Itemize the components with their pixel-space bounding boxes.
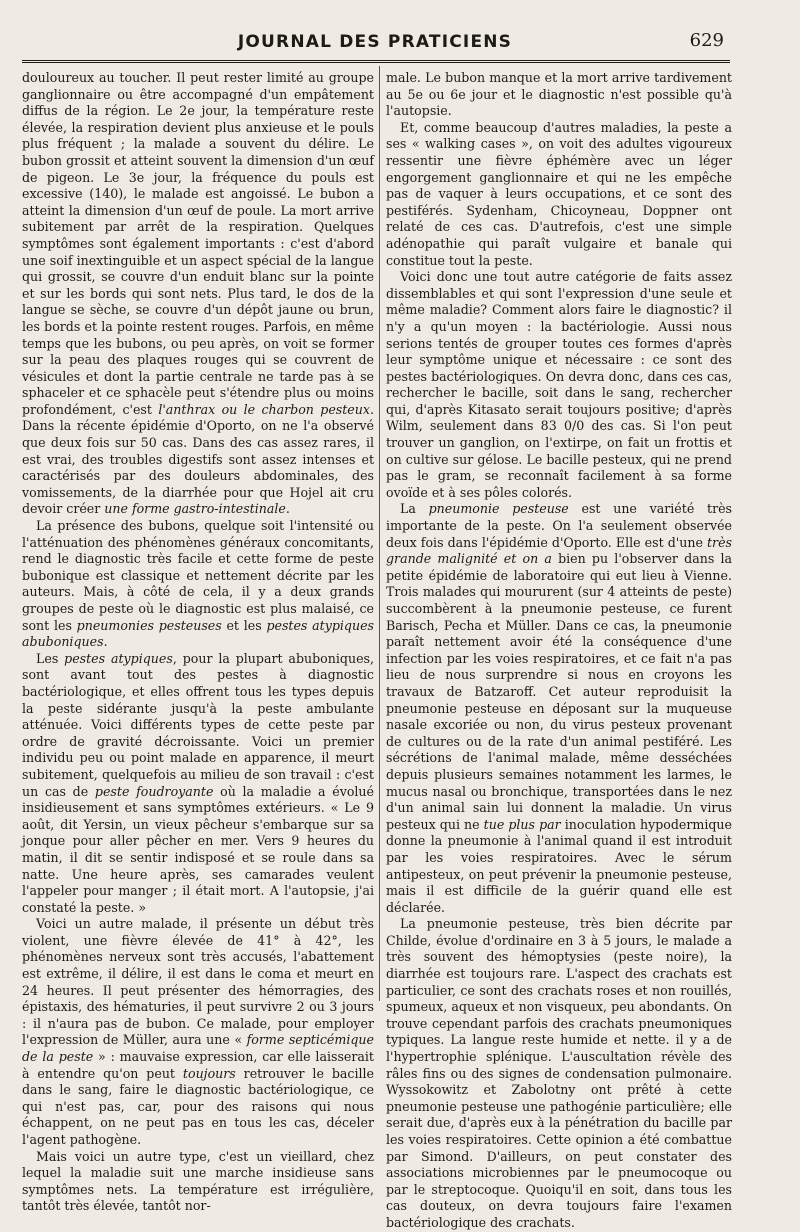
column-right (386, 70, 733, 1230)
italic-text: peste foudroyante (94, 783, 214, 799)
column-left (22, 70, 375, 1214)
text-run: douloureux au toucher. Il peut rester limité au groupe ganglionnaire ou être accompagné d'un empâtement diffus de la région. Le 2e jour, la température reste élevée, la respiration devient plus anxieuse et le pouls plus fréquent ; la malade a souvent du délire. Le bubon grossit et atteint souvent la dimension d'un œuf de pigeon. Le 3e jour, la fréquence du pouls est excessive (140), le malade est angoissé. Le bubon a atteint la dimension d'un œuf de poule. La mort arrive subitement par arrêt de la respiration. Quelques symptômes sont également importants : c'est d'abord une soif inextinguible et un aspect spécial de la langue qui grossit, se couvre d'un enduit blanc sur la pointe et sur les bords qui sont nets. Plus tard, le dos de la langue se sèche, se couvre d'un dépôt jaune ou brun, les bords et la pointe restent rouges. Parfois, en même temps que les bubons, ou peu après, on voit se former sur la peau des plaques rouges qui se couvrent de vésicules et dont la partie centrale ne tarde pas à se sphaceler et ce sphacèle peut s'étendre plus ou moins profondément, c'est (22, 70, 374, 417)
italic-text: forme septicémique de la peste (22, 1032, 374, 1065)
text-run: male. Le bubon manque et la mort arrive tardivement au 5e ou 6e jour et le diagnostic n'est possible qu'à l'autopsie. (386, 70, 732, 119)
text-run: . Dans la récente épidémie d'Oporto, on ne l'a observé que deux fois sur 50 cas. Dans des cas assez rares, il est vrai, des troubles digestifs sont assez intenses et caractérisés par des douleurs abdominales, des vomissements, de la diarrhée pour que Hojel ait cru devoir créer (22, 401, 374, 517)
paragraph (22, 518, 374, 651)
paragraph (386, 120, 732, 269)
italic-text: tue plus par (483, 816, 561, 832)
paragraph (22, 1149, 374, 1215)
text-run: . (103, 634, 108, 650)
text-run: retrouver le bacille dans le sang, faire le diagnostic bactériologique, ce qui n'est pas, car, pour des raisons qui nous échappent, on ne peut pas en tous les cas, déceler l'agent pathogène. (22, 1065, 374, 1147)
italic-text: très grande malignité et on a (386, 534, 732, 567)
italic-text: pestes atypiques abuboniques (22, 617, 375, 650)
text-run: où la maladie a évolué insidieusement et sans symptômes extérieurs. « Le 9 août, dit Yersin, un vieux pêcheur s'embarque sur sa jonque pour aller pêcher en mer. Vers 9 heures du matin, il dit se sentir indisposé et se roule dans sa natte. Une heure après, ses camarades veulent l'appeler pour manger ; il était mort. A l'autopsie, j'ai constaté la peste. » (22, 783, 374, 915)
text-run: La (400, 501, 429, 517)
journal-title: JOURNAL DES PRATICIENS (237, 32, 513, 52)
text-run: . (285, 501, 290, 517)
paragraph (22, 651, 374, 917)
page-number: 629 (689, 30, 724, 51)
text-run: , pour la plupart abuboniques, sont avant tout des pestes à diagnostic bactériologique, et elles offrent tous les types depuis la peste sidérante jusqu'à la peste ambulante atténuée. Voici différents types de cette peste par ordre de gravité décroissante. Voici un premier individu peu ou point malade en apparence, il meurt subitement, quelquefois au milieu de son travail : c'est un cas de (22, 650, 374, 799)
text-run: La présence des bubons, quelque soit l'intensité ou l'atténuation des phénomènes généraux concomitants, rend le diagnostic très facile et cette forme de peste bubonique est classique et nettement décrite par les auteurs. Mais, à côté de cela, il y a deux grands groupes de peste où le diagnostic est plus malaisé, ce sont les (22, 518, 374, 633)
text-run: bien pu l'observer dans la petite épidémie de laboratoire qui eut lieu à Vienne. Trois malades qui moururent (sur 4 atteints de peste) succombèrent à la pneumonie pesteuse, ce furent Barisch, Pecha et Müller. Dans ce cas, la pneumonie paraît nettement avoir été la conséquence d'une infection par les voies respiratoires, et ce fait n'a pas lieu de nous surprendre si nous en croyons les travaux de Batzaroff. Cet auteur reproduisit la pneumonie pesteuse en déposant sur la muqueuse nasale excoriée ou non, du virus pesteux provenant de cultures ou de la rate d'un animal pestiféré. Les sécrétions de l'animal malade, même desséchées depuis plusieurs semaines notamment les larmes, le mucus nasal ou bronchique, transportées dans le nez d'un animal sain lui donnent la maladie. Un virus pesteux qui ne (386, 551, 732, 832)
paragraph (22, 916, 374, 1148)
italic-text: toujours (182, 1065, 236, 1081)
italic-text: pneumonie pesteuse (428, 501, 569, 517)
header-rule (22, 60, 730, 63)
text-run: » : mauvaise expression, car elle laisserait à entendre qu'on peut (22, 1049, 374, 1081)
text-run: Les (36, 650, 65, 666)
text-run: Et, comme beaucoup d'autres maladies, la peste a ses « walking cases », on voit des adultes vigoureux ressentir une fièvre éphémère avec un léger engorgement ganglionnaire et qui ne les empêche pas de vaquer à leurs occupations, et ce sont des pestiférés. Sydenham, Chicoyneau, Doppner ont relaté de ces cas. D'autrefois, c'est une simple adénopathie qui paraît vulgaire et banale qui constitue tout la peste. (386, 119, 732, 268)
text-run: Voici un autre malade, il présente un début très violent, une fièvre élevée de 41° à 42°, les phénomènes nerveux sont très accusés, l'abattement est extrême, il délire, il est dans le coma et meurt en 24 heures. Il peut présenter des hémorragies, des épistaxis, des hématuries, il peut survivre 2 ou 3 jours : il n'aura pas de bubon. Ce malade, pour employer l'expression de Müller, aura une « (22, 916, 374, 1048)
text-run: Voici donc une tout autre catégorie de faits assez dissemblables et qui sont l'expression d'une seule et même maladie? Comment alors faire le diagnostic? il n'y a qu'un moyen : la bactériologie. Aussi nous serions tentés de grouper toutes ces formes d'après leur symptôme unique et nécessaire : ce sont des pestes bactériologiques. On devra donc, dans ces cas, rechercher le bacille, soit dans le sang, rechercher qui, d'après Kitasato serait toujours positive; d'après Wilm, seulement dans 83 0/0 des cas. Si l'on peut trouver un ganglion, on l'extirpe, on fait un frottis et on cultive sur gélose. Le bacille pesteux, qui ne prend pas le gram, se reconnaît facilement à sa forme ovoïde et à ses pôles colorés. (386, 269, 732, 500)
text-run: et les (221, 617, 267, 633)
page-header (22, 26, 728, 60)
text-run: Mais voici un autre type, c'est un vieillard, chez lequel la maladie suit une marche insidieuse sans symptômes nets. La température est irrégulière, tantôt très élevée, tantôt nor- (22, 1148, 374, 1214)
paragraph (386, 501, 732, 916)
paragraph (386, 70, 732, 120)
column-divider (379, 66, 380, 1001)
italic-text: pestes atypiques (64, 650, 173, 666)
italic-text: l'anthrax ou le charbon pesteux (158, 401, 370, 417)
paragraph (386, 916, 732, 1231)
italic-text: une forme gastro-intestinale (104, 501, 286, 517)
text-run: inoculation hypodermique donne la pneumonie à l'animal quand il est introduit par les voies respiratoires. Avec le sérum antipesteux, on peut prévenir la pneumonie pesteuse, mais il est difficile de la guérir quand elle est déclarée. (386, 816, 732, 915)
paragraph (22, 70, 374, 518)
paragraph (386, 269, 732, 501)
italic-text: pneumonies pesteuses (76, 617, 222, 633)
text-run: La pneumonie pesteuse, très bien décrite par Childe, évolue d'ordinaire en 3 à 5 jours, le malade a très souvent des hémoptysies (peste noire), la diarrhée est toujours rare. L'aspect des crachats est particulier, ce sont des crachats roses et non rouillés, spumeux, aqueux et non visqueux, peu abondants. On trouve cependant parfois des crachats pneumoniques typiques. La langue reste humide et nette. il y a de l'hypertrophie splénique. L'auscultation révèle des râles fins ou des signes de condensation pulmonaire. Wyssokowitz et Zabolotny ont prêté à cette pneumonie pesteuse une pathogénie particulière; elle serait due, d'après eux à la pénétration du bacille par les voies respiratoires. Cette opinion a été combattue par Simond. D'ailleurs, on peut constater des associations microbiennes par le pneumocoque ou par le streptocoque. Quoiqu'il en soit, dans tous les cas douteux, on devra toujours faire l'examen bactériologique des crachats. (386, 916, 732, 1230)
text-run: est une variété très importante de la peste. On l'a seulement observée deux fois dans l'épidémie d'Oporto. Elle est d'une (386, 501, 733, 550)
